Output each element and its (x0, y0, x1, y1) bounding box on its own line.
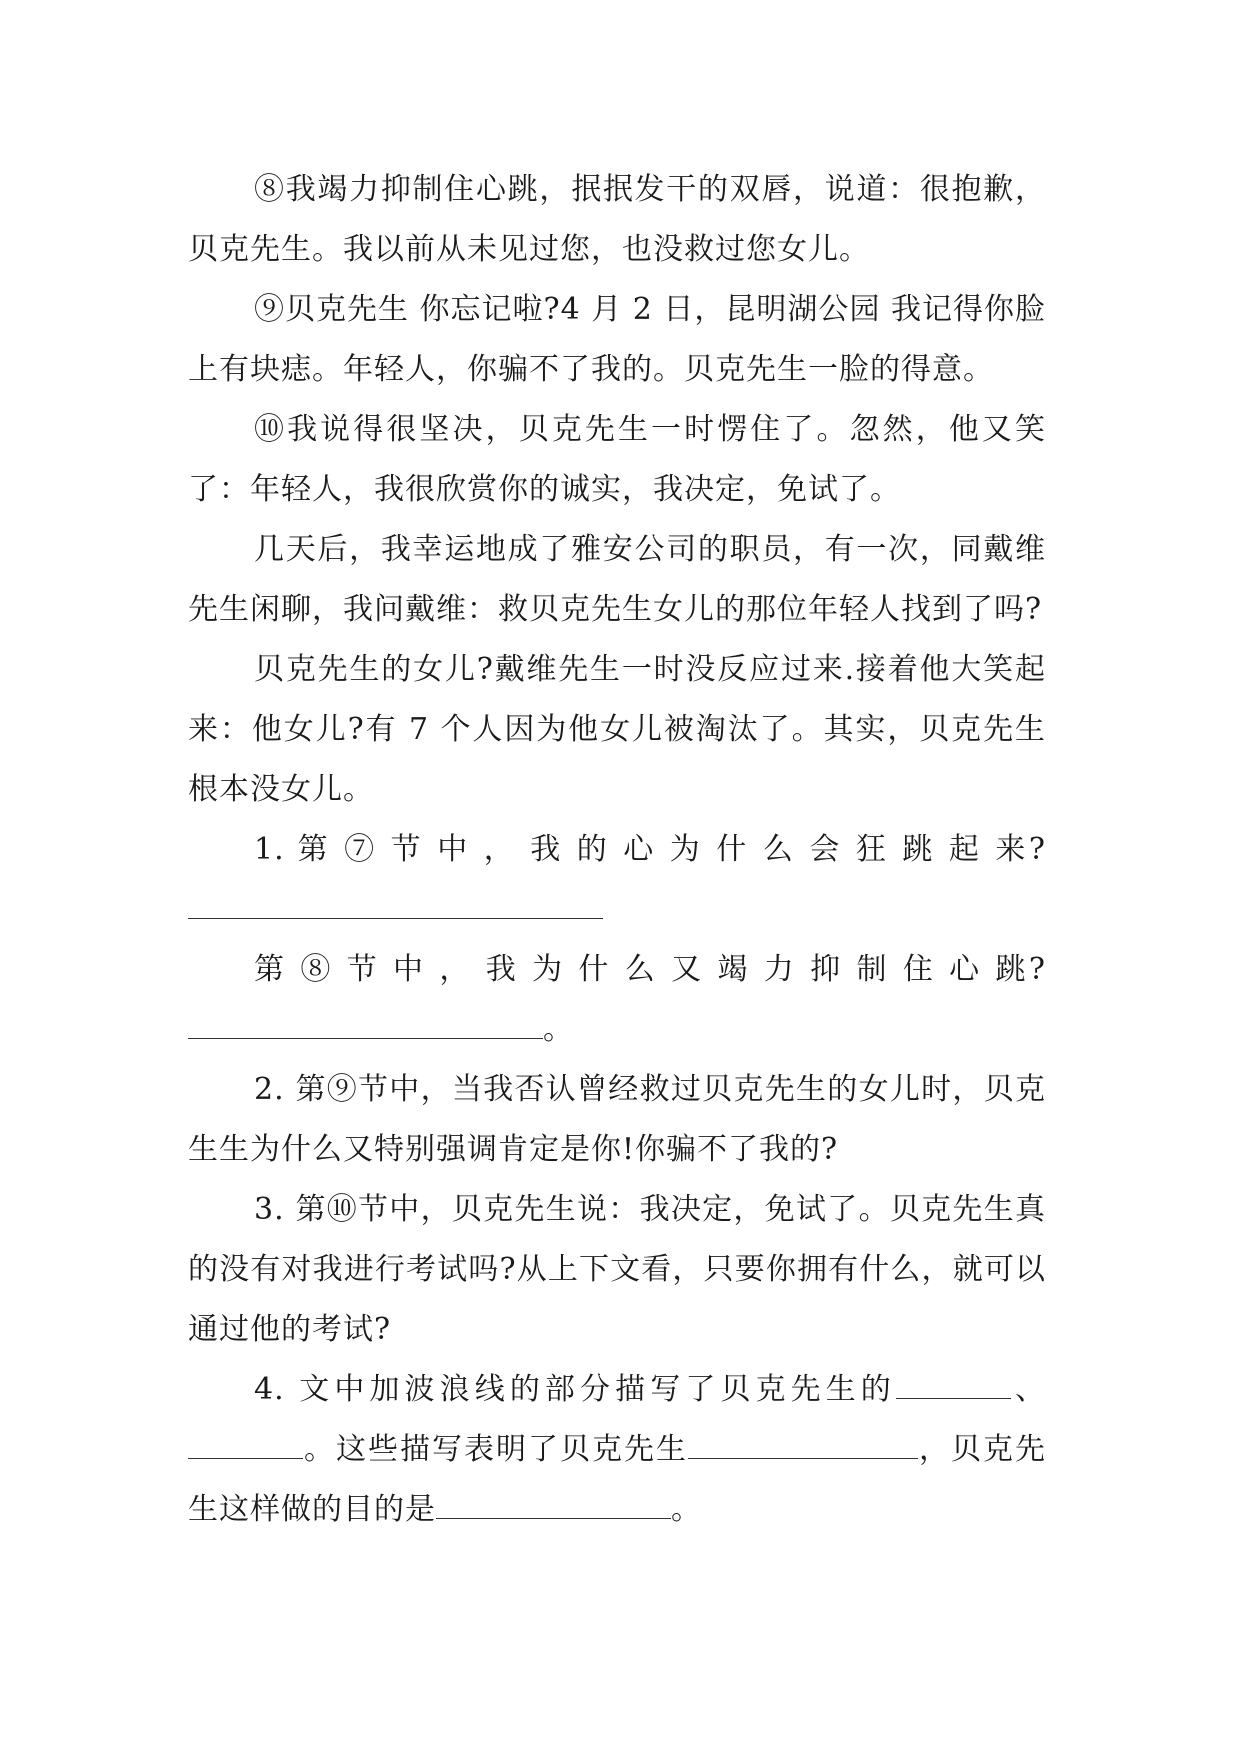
answer-blank-4d[interactable] (436, 1492, 671, 1519)
question-4-part3: ，贝克先生这样做的目的是 (188, 1432, 1046, 1527)
question-1a (188, 820, 1046, 940)
answer-blank-1b[interactable] (188, 1012, 543, 1039)
question-4-sep1: 、 (1010, 1372, 1046, 1407)
paragraph-8: ⑧我竭力抑制住心跳，抿抿发干的双唇，说道：很抱歉，贝克先生。我以前从未见过您，也没救过您女儿。 (188, 172, 1046, 267)
question-4-part1: 4. 文中加波浪线的部分描写了贝克先生的 (254, 1372, 896, 1407)
question-2: 2. 第⑨节中，当我否认曾经救过贝克先生的女儿时，贝克生生为什么又特别强调肯定是你!你骗不了我的? (188, 1072, 1046, 1167)
question-1b-text: 第 ⑧ 节 中 ， 我 为 什 么 又 竭 力 抑 制 住 心 跳? (254, 952, 1046, 987)
question-4-end: 。 (671, 1492, 702, 1527)
paragraph-9: ⑨贝克先生 你忘记啦?4 月 2 日，昆明湖公园 我记得你脸上有块痣。年轻人，你骗不了我的。贝克先生一脸的得意。 (188, 292, 1046, 387)
answer-blank-4c[interactable] (688, 1432, 918, 1459)
question-1b (188, 940, 1046, 1060)
answer-blank-4b[interactable] (188, 1432, 303, 1459)
question-1a-text: 1. 第 ⑦ 节 中 ， 我 的 心 为 什 么 会 狂 跳 起 来? (254, 832, 1046, 867)
question-1b-end: 。 (543, 1012, 574, 1047)
question-4-part2: 。这些描写表明了贝克先生 (303, 1432, 688, 1467)
question-4 (188, 1360, 1046, 1540)
answer-blank-4a[interactable] (896, 1372, 1011, 1399)
answer-blank-1a[interactable] (188, 892, 603, 919)
paragraph-11: 几天后，我幸运地成了雅安公司的职员，有一次，同戴维先生闲聊，我问戴维：救贝克先生女儿的那位年轻人找到了吗? (188, 532, 1046, 627)
paragraph-10: ⑩我说得很坚决，贝克先生一时愣住了。忽然，他又笑了：年轻人，我很欣赏你的诚实，我决定，免试了。 (188, 412, 1046, 507)
question-3: 3. 第⑩节中，贝克先生说：我决定，免试了。贝克先生真的没有对我进行考试吗?从上下文看，只要你拥有什么，就可以通过他的考试? (188, 1192, 1046, 1347)
paragraph-12: 贝克先生的女儿?戴维先生一时没反应过来.接着他大笑起来：他女儿?有 7 个人因为他女儿被淘汰了。其实，贝克先生根本没女儿。 (188, 652, 1046, 807)
document-page (188, 160, 1046, 1540)
